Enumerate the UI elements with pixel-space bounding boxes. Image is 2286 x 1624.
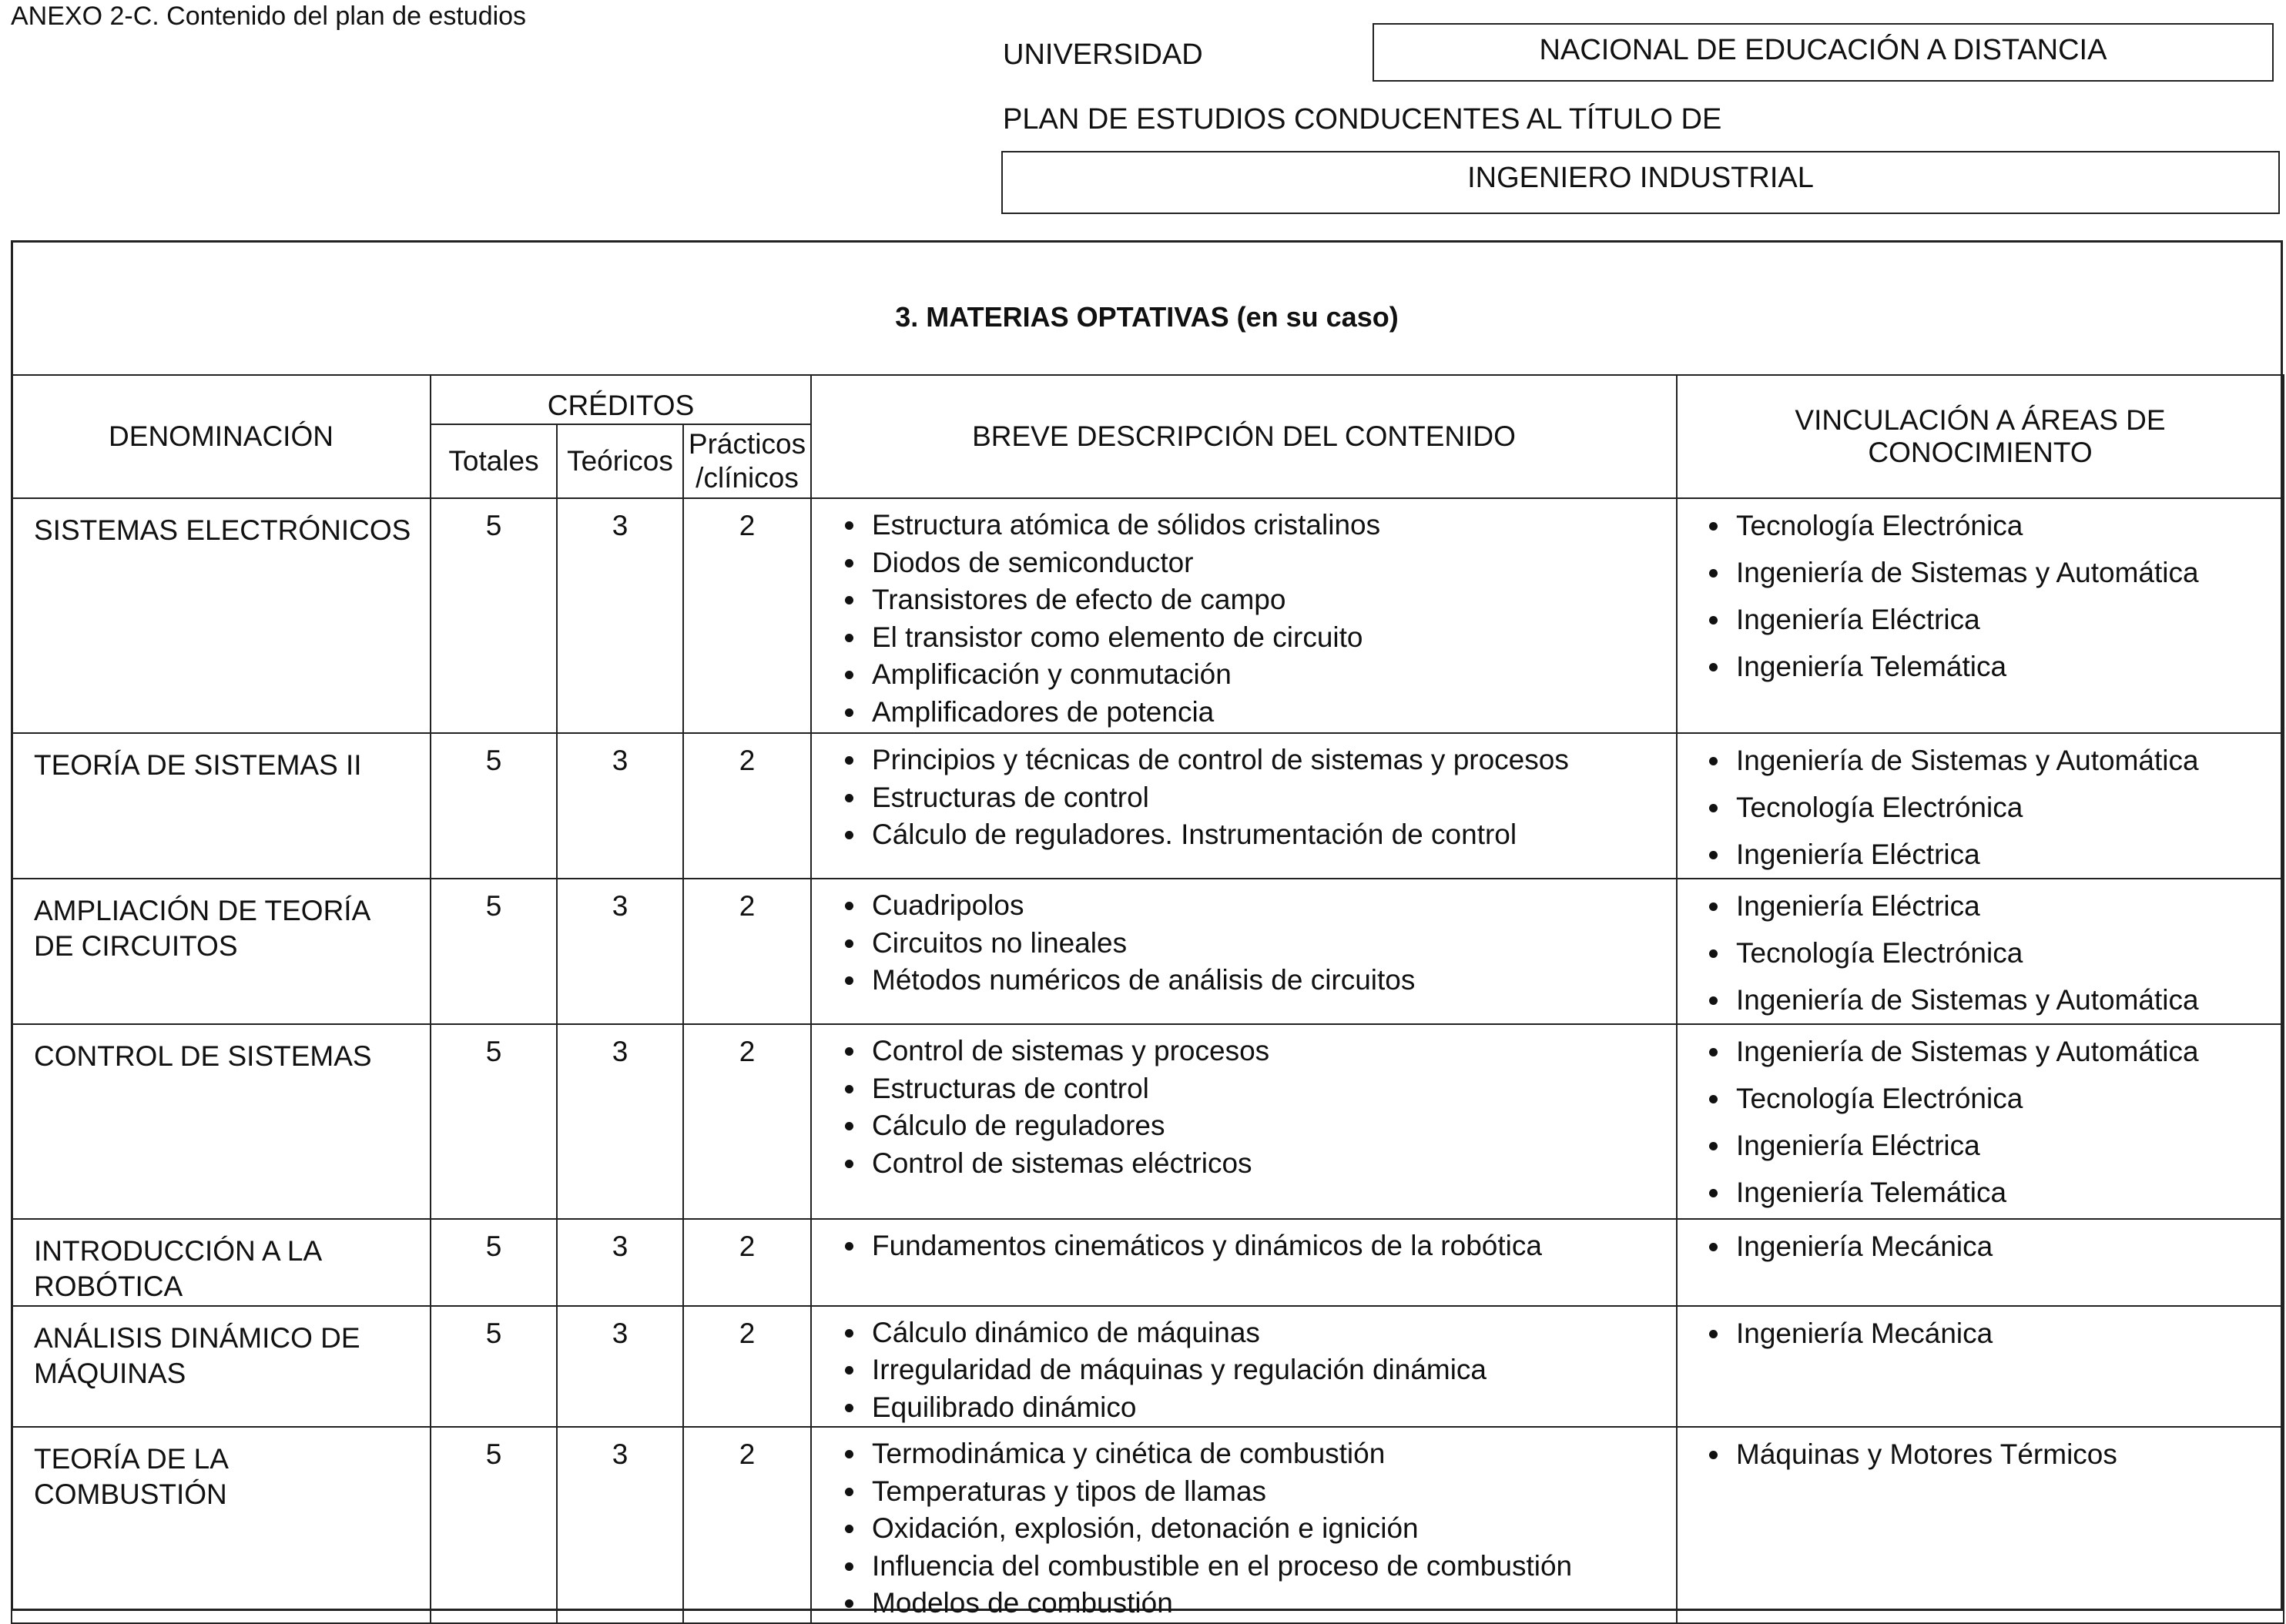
- area-item: • Máquinas y Motores Térmicos: [1731, 1431, 2283, 1478]
- subject-name: [12, 1219, 431, 1306]
- university-label: UNIVERSIDAD: [1003, 39, 1203, 71]
- content-item: • Principios y técnicas de control de sistemas y procesos: [867, 742, 1676, 779]
- header-creditos: CRÉDITOS: [431, 375, 811, 424]
- subject-name-line: DE CIRCUITOS: [34, 930, 238, 963]
- header-practicos-line1: Prácticos: [688, 427, 806, 460]
- table-row: [12, 1219, 2284, 1306]
- area-item: • Tecnología Electrónica: [1731, 784, 2283, 831]
- content-description: [811, 1306, 1677, 1428]
- credits-totales: 5: [431, 498, 557, 733]
- header-vinculacion-line1: VINCULACIÓN A ÁREAS DE: [1795, 404, 2166, 436]
- content-description: [811, 1024, 1677, 1219]
- content-item: • Amplificadores de potencia: [867, 694, 1676, 732]
- subject-name-line: COMBUSTIÓN: [34, 1478, 227, 1511]
- content-item: • Estructuras de control: [867, 1070, 1676, 1108]
- credits-teoricos: 3: [557, 1306, 683, 1428]
- credits-totales: 5: [431, 1024, 557, 1219]
- table-row: [12, 1427, 2284, 1623]
- annex-title: ANEXO 2-C. Contenido del plan de estudios: [11, 2, 527, 31]
- subject-name-line: TEORÍA DE LA: [34, 1443, 229, 1475]
- content-item: • Circuitos no lineales: [867, 925, 1676, 963]
- knowledge-areas: [1677, 1219, 2284, 1306]
- content-description: [811, 1427, 1677, 1623]
- subject-name: [12, 498, 431, 733]
- area-item: • Ingeniería de Sistemas y Automática: [1731, 976, 2283, 1023]
- credits-totales: 5: [431, 879, 557, 1024]
- table-row: [12, 1306, 2284, 1428]
- content-item: • Control de sistemas eléctricos: [867, 1145, 1676, 1183]
- credits-totales: 5: [431, 733, 557, 879]
- header-denominacion: DENOMINACIÓN: [12, 375, 431, 498]
- credits-practicos: 2: [683, 498, 811, 733]
- credits-practicos: 2: [683, 1427, 811, 1623]
- subject-name-line: CONTROL DE SISTEMAS: [34, 1040, 372, 1072]
- credits-practicos: 2: [683, 1024, 811, 1219]
- content-item: • Estructura atómica de sólidos cristalinos: [867, 507, 1676, 544]
- subjects-table: [11, 374, 2284, 1624]
- header-teoricos: Teóricos: [557, 424, 683, 498]
- subject-name: [12, 733, 431, 879]
- area-item: • Ingeniería de Sistemas y Automática: [1731, 1028, 2283, 1075]
- credits-practicos: 2: [683, 1219, 811, 1306]
- area-item: • Ingeniería Telemática: [1731, 643, 2283, 690]
- table-row: [12, 733, 2284, 879]
- header-descripcion: BREVE DESCRIPCIÓN DEL CONTENIDO: [811, 375, 1677, 498]
- content-description: [811, 1219, 1677, 1306]
- table-row: [12, 879, 2284, 1024]
- area-item: • Tecnología Electrónica: [1731, 1075, 2283, 1122]
- credits-practicos: 2: [683, 1306, 811, 1428]
- subject-name-line: ANÁLISIS DINÁMICO DE: [34, 1321, 360, 1354]
- knowledge-areas: [1677, 498, 2284, 733]
- content-item: • Amplificación y conmutación: [867, 656, 1676, 694]
- content-item: • Irregularidad de máquinas y regulación dinámica: [867, 1351, 1676, 1389]
- credits-practicos: 2: [683, 733, 811, 879]
- content-item: • Estructuras de control: [867, 779, 1676, 817]
- university-name-box: NACIONAL DE EDUCACIÓN A DISTANCIA: [1373, 23, 2274, 82]
- content-item: • Métodos numéricos de análisis de circuitos: [867, 962, 1676, 1000]
- subject-name: [12, 1427, 431, 1623]
- credits-totales: 5: [431, 1306, 557, 1428]
- credits-teoricos: 3: [557, 1427, 683, 1623]
- content-item: • Diodos de semiconductor: [867, 544, 1676, 582]
- subject-name-line: ROBÓTICA: [34, 1271, 183, 1303]
- subject-name-line: AMPLIACIÓN DE TEORÍA: [34, 895, 371, 926]
- subject-name-line: INTRODUCCIÓN A LA: [34, 1235, 323, 1267]
- subject-name-line: TEORÍA DE SISTEMAS II: [34, 749, 362, 781]
- table-row: [12, 1024, 2284, 1219]
- area-item: • Ingeniería de Sistemas y Automática: [1731, 549, 2283, 596]
- credits-teoricos: 3: [557, 498, 683, 733]
- area-item: • Tecnología Electrónica: [1731, 929, 2283, 976]
- header-vinculacion: [1677, 375, 2284, 498]
- area-item: • Ingeniería Eléctrica: [1731, 831, 2283, 878]
- content-item: • Equilibrado dinámico: [867, 1389, 1676, 1427]
- credits-totales: 5: [431, 1427, 557, 1623]
- content-item: • Temperaturas y tipos de llamas: [867, 1473, 1676, 1511]
- knowledge-areas: [1677, 1306, 2284, 1428]
- area-item: • Ingeniería Mecánica: [1731, 1223, 2283, 1270]
- knowledge-areas: [1677, 733, 2284, 879]
- content-item: • Cálculo de reguladores: [867, 1107, 1676, 1145]
- content-item: • Transistores de efecto de campo: [867, 581, 1676, 619]
- plan-label: PLAN DE ESTUDIOS CONDUCENTES AL TÍTULO DE: [1003, 103, 1722, 136]
- header-practicos-line2: /clínicos: [696, 462, 799, 494]
- content-description: [811, 498, 1677, 733]
- credits-teoricos: 3: [557, 733, 683, 879]
- header-vinculacion-line2: CONOCIMIENTO: [1868, 437, 2093, 468]
- subject-name-line: SISTEMAS ELECTRÓNICOS: [34, 514, 411, 546]
- content-description: [811, 733, 1677, 879]
- table-row: [12, 498, 2284, 733]
- content-description: [811, 879, 1677, 1024]
- subject-name: [12, 1024, 431, 1219]
- content-item: • Cálculo dinámico de máquinas: [867, 1314, 1676, 1352]
- knowledge-areas: [1677, 879, 2284, 1024]
- section-title: 3. MATERIAS OPTATIVAS (en su caso): [895, 301, 1399, 333]
- area-item: • Ingeniería Eléctrica: [1731, 596, 2283, 643]
- subject-name: [12, 1306, 431, 1428]
- credits-teoricos: 3: [557, 1024, 683, 1219]
- content-item: • Cuadripolos: [867, 887, 1676, 925]
- area-item: • Ingeniería Eléctrica: [1731, 1122, 2283, 1169]
- knowledge-areas: [1677, 1024, 2284, 1219]
- subject-name: [12, 879, 431, 1024]
- area-item: • Tecnología Electrónica: [1731, 502, 2283, 549]
- content-item: • El transistor como elemento de circuito: [867, 619, 1676, 657]
- content-item: • Oxidación, explosión, detonación e ignición: [867, 1510, 1676, 1548]
- knowledge-areas: [1677, 1427, 2284, 1623]
- degree-title-box: INGENIERO INDUSTRIAL: [1001, 151, 2280, 214]
- content-item: • Control de sistemas y procesos: [867, 1033, 1676, 1070]
- content-item: • Termodinámica y cinética de combustión: [867, 1435, 1676, 1473]
- header-practicos: [683, 424, 811, 498]
- subject-name-line: MÁQUINAS: [34, 1357, 186, 1389]
- credits-totales: 5: [431, 1219, 557, 1306]
- area-item: • Ingeniería de Sistemas y Automática: [1731, 737, 2283, 784]
- content-item: • Modelos de combustión: [867, 1585, 1676, 1622]
- area-item: • Ingeniería Telemática: [1731, 1169, 2283, 1216]
- credits-teoricos: 3: [557, 879, 683, 1024]
- header-totales: Totales: [431, 424, 557, 498]
- area-item: • Ingeniería Mecánica: [1731, 1310, 2283, 1357]
- credits-practicos: 2: [683, 879, 811, 1024]
- credits-teoricos: 3: [557, 1219, 683, 1306]
- content-item: • Influencia del combustible en el proceso de combustión: [867, 1548, 1676, 1585]
- area-item: • Ingeniería Eléctrica: [1731, 882, 2283, 929]
- content-item: • Fundamentos cinemáticos y dinámicos de la robótica: [867, 1227, 1676, 1265]
- content-item: • Cálculo de reguladores. Instrumentación de control: [867, 816, 1676, 854]
